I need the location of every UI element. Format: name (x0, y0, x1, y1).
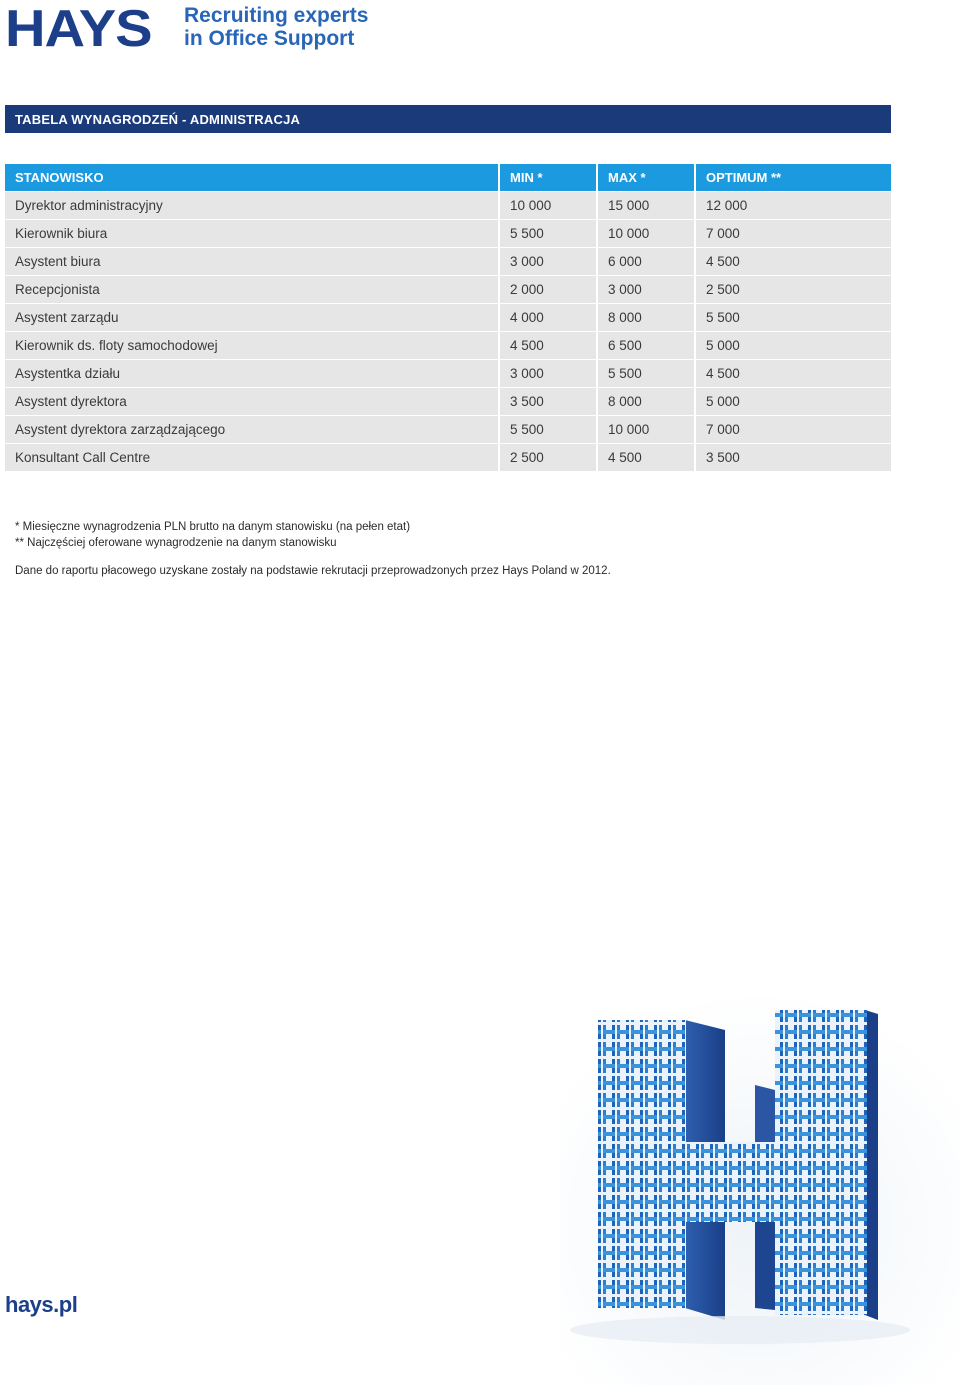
cell-optimum: 12 000 (696, 192, 891, 220)
cell-min: 4 500 (500, 332, 598, 360)
table-row (5, 388, 891, 416)
table-row (5, 416, 891, 444)
cell-max: 5 500 (598, 360, 696, 388)
cell-max: 3 000 (598, 276, 696, 304)
cell-position: Recepcjonista (5, 276, 500, 304)
cell-max: 15 000 (598, 192, 696, 220)
footnote-1: * Miesięczne wynagrodzenia PLN brutto na danym stanowisku (na pełen etat) (15, 521, 411, 533)
cell-position: Asystentka działu (5, 360, 500, 388)
cell-position: Asystent biura (5, 248, 500, 276)
table-row (5, 248, 891, 276)
cell-min: 2 500 (500, 444, 598, 472)
footnote-2: ** Najczęściej oferowane wynagrodzenie na danym stanowisku (15, 536, 337, 549)
cell-min: 4 000 (500, 304, 598, 332)
cell-max: 8 000 (598, 304, 696, 332)
header-optimum: OPTIMUM ** (696, 164, 891, 192)
cell-optimum: 5 000 (696, 388, 891, 416)
cell-min: 2 000 (500, 276, 598, 304)
table-row (5, 444, 891, 472)
cell-max: 10 000 (598, 416, 696, 444)
header-min: MIN * (500, 164, 598, 192)
cell-min: 3 000 (500, 360, 598, 388)
tagline-line-2: in Office Support (184, 27, 355, 50)
cell-optimum: 2 500 (696, 276, 891, 304)
cell-position: Dyrektor administracyjny (5, 192, 500, 220)
cell-optimum: 7 000 (696, 220, 891, 248)
cell-position: Kierownik ds. floty samochodowej (5, 332, 500, 360)
site-link[interactable]: hays.pl (5, 1292, 78, 1317)
source-note: Dane do raportu płacowego uzyskane zostały na podstawie rekrutacji przeprowadzonych przez Hays Poland w 2012. (15, 565, 611, 577)
cell-optimum: 3 500 (696, 444, 891, 472)
cell-optimum: 5 000 (696, 332, 891, 360)
hays-h-artwork (560, 990, 960, 1385)
header-position: STANOWISKO (5, 164, 500, 192)
cell-position: Asystent zarządu (5, 304, 500, 332)
table-row (5, 360, 891, 388)
hays-logo (5, 0, 152, 58)
cell-max: 8 000 (598, 388, 696, 416)
tagline-line-1: Recruiting experts (184, 4, 369, 27)
tagline (184, 4, 368, 50)
cell-min: 5 500 (500, 416, 598, 444)
cell-max: 6 000 (598, 248, 696, 276)
cell-position: Asystent dyrektora (5, 388, 500, 416)
cell-optimum: 4 500 (696, 248, 891, 276)
cell-optimum: 5 500 (696, 304, 891, 332)
table-title: TABELA WYNAGRODZEŃ - ADMINISTRACJA (5, 105, 891, 133)
logo-wordmark: HAYS (5, 0, 152, 58)
cell-max: 10 000 (598, 220, 696, 248)
table-row (5, 276, 891, 304)
cell-max: 6 500 (598, 332, 696, 360)
cell-position: Asystent dyrektora zarządzającego (5, 416, 500, 444)
cell-optimum: 7 000 (696, 416, 891, 444)
table-row (5, 304, 891, 332)
salary-table (5, 164, 891, 472)
cell-min: 3 500 (500, 388, 598, 416)
cell-min: 10 000 (500, 192, 598, 220)
footnotes (15, 520, 410, 551)
cell-optimum: 4 500 (696, 360, 891, 388)
cell-position: Kierownik biura (5, 220, 500, 248)
cell-min: 3 000 (500, 248, 598, 276)
table-row (5, 332, 891, 360)
h-crossbar (686, 1142, 776, 1222)
table-row (5, 220, 891, 248)
header-max: MAX * (598, 164, 696, 192)
table-header-row (5, 164, 891, 192)
cell-max: 4 500 (598, 444, 696, 472)
cell-position: Konsultant Call Centre (5, 444, 500, 472)
h-right-leg (775, 1010, 867, 1315)
table-row (5, 192, 891, 220)
cell-min: 5 500 (500, 220, 598, 248)
h-left-leg (598, 1020, 686, 1308)
